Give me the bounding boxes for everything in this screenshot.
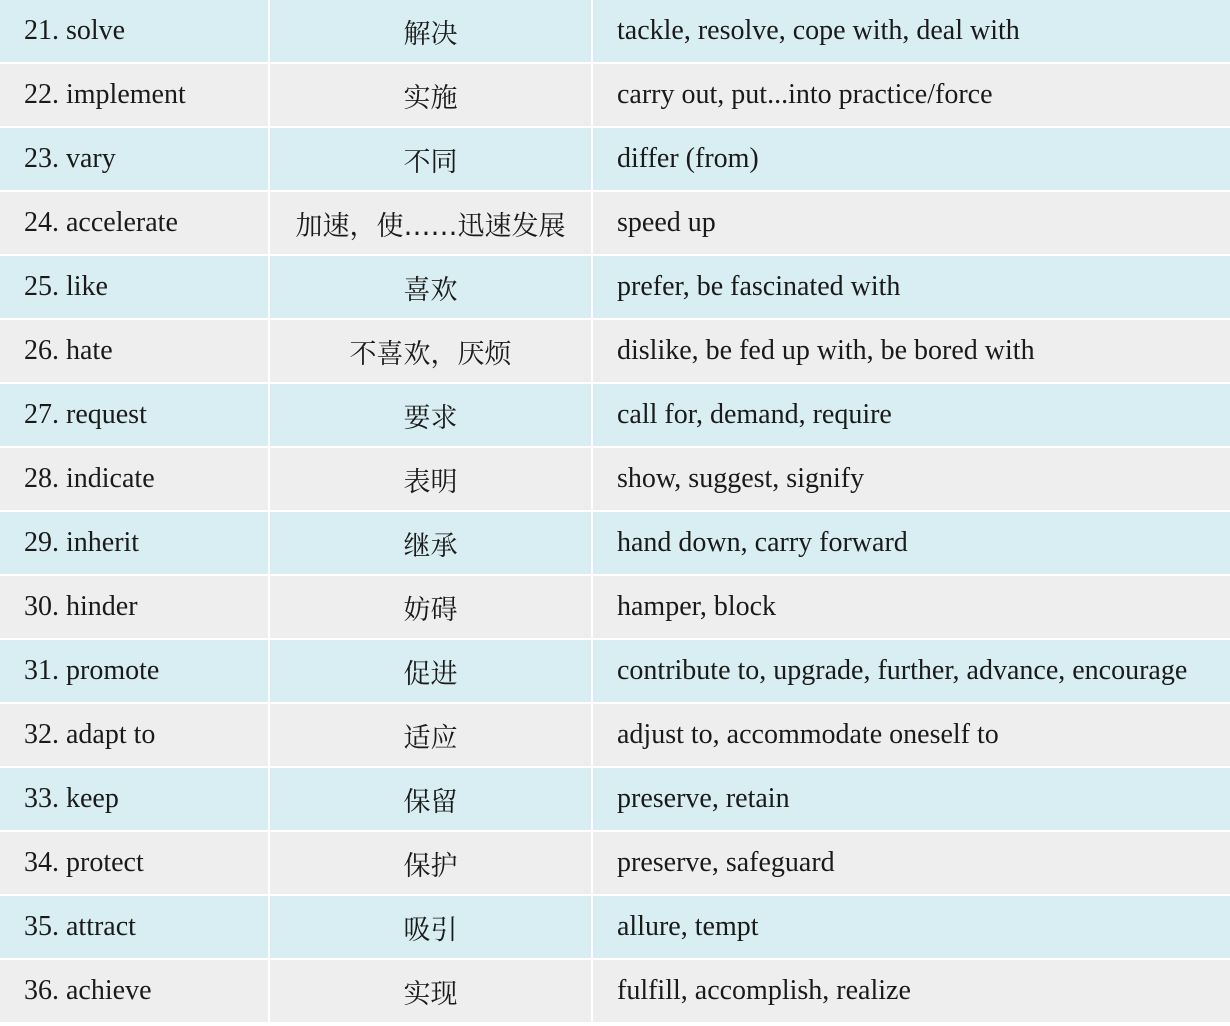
synonyms-cell: carry out, put...into practice/force	[593, 64, 1230, 128]
table-row	[0, 896, 1230, 960]
synonyms-cell: hamper, block	[593, 576, 1230, 640]
chinese-meaning-cell: 适应	[270, 704, 593, 768]
table-row	[0, 768, 1230, 832]
chinese-meaning-cell: 实施	[270, 64, 593, 128]
word-cell: 30. hinder	[0, 576, 270, 640]
table-row	[0, 640, 1230, 704]
chinese-meaning-cell: 促进	[270, 640, 593, 704]
table-row	[0, 384, 1230, 448]
chinese-meaning-cell: 表明	[270, 448, 593, 512]
chinese-meaning-cell: 要求	[270, 384, 593, 448]
chinese-meaning-cell: 加速，使……迅速发展	[270, 192, 593, 256]
word-cell: 24. accelerate	[0, 192, 270, 256]
synonyms-cell: allure, tempt	[593, 896, 1230, 960]
synonyms-cell: differ (from)	[593, 128, 1230, 192]
table-row	[0, 0, 1230, 64]
word-cell: 33. keep	[0, 768, 270, 832]
chinese-meaning-cell: 实现	[270, 960, 593, 1024]
synonyms-cell: speed up	[593, 192, 1230, 256]
synonyms-cell: tackle, resolve, cope with, deal with	[593, 0, 1230, 64]
table-row	[0, 512, 1230, 576]
table-row	[0, 832, 1230, 896]
word-cell: 32. adapt to	[0, 704, 270, 768]
word-cell: 29. inherit	[0, 512, 270, 576]
chinese-meaning-cell: 喜欢	[270, 256, 593, 320]
word-cell: 23. vary	[0, 128, 270, 192]
table-row	[0, 256, 1230, 320]
synonyms-cell: contribute to, upgrade, further, advance, encourage	[593, 640, 1230, 704]
table-row	[0, 192, 1230, 256]
chinese-meaning-cell: 保护	[270, 832, 593, 896]
table-row	[0, 128, 1230, 192]
word-cell: 36. achieve	[0, 960, 270, 1024]
word-cell: 35. attract	[0, 896, 270, 960]
synonyms-cell: dislike, be fed up with, be bored with	[593, 320, 1230, 384]
synonyms-cell: hand down, carry forward	[593, 512, 1230, 576]
chinese-meaning-cell: 吸引	[270, 896, 593, 960]
synonyms-cell: preserve, safeguard	[593, 832, 1230, 896]
synonyms-cell: preserve, retain	[593, 768, 1230, 832]
chinese-meaning-cell: 不同	[270, 128, 593, 192]
table-row	[0, 448, 1230, 512]
chinese-meaning-cell: 继承	[270, 512, 593, 576]
synonyms-cell: call for, demand, require	[593, 384, 1230, 448]
synonyms-cell: prefer, be fascinated with	[593, 256, 1230, 320]
synonyms-cell: adjust to, accommodate oneself to	[593, 704, 1230, 768]
word-cell: 27. request	[0, 384, 270, 448]
chinese-meaning-cell: 解决	[270, 0, 593, 64]
word-cell: 26. hate	[0, 320, 270, 384]
word-cell: 21. solve	[0, 0, 270, 64]
word-cell: 34. protect	[0, 832, 270, 896]
table-row	[0, 704, 1230, 768]
synonyms-cell: show, suggest, signify	[593, 448, 1230, 512]
word-cell: 22. implement	[0, 64, 270, 128]
table-row	[0, 960, 1230, 1024]
chinese-meaning-cell: 不喜欢，厌烦	[270, 320, 593, 384]
table-row	[0, 320, 1230, 384]
chinese-meaning-cell: 保留	[270, 768, 593, 832]
chinese-meaning-cell: 妨碍	[270, 576, 593, 640]
word-cell: 31. promote	[0, 640, 270, 704]
word-cell: 25. like	[0, 256, 270, 320]
table-row	[0, 64, 1230, 128]
table-row	[0, 576, 1230, 640]
word-cell: 28. indicate	[0, 448, 270, 512]
synonyms-cell: fulfill, accomplish, realize	[593, 960, 1230, 1024]
